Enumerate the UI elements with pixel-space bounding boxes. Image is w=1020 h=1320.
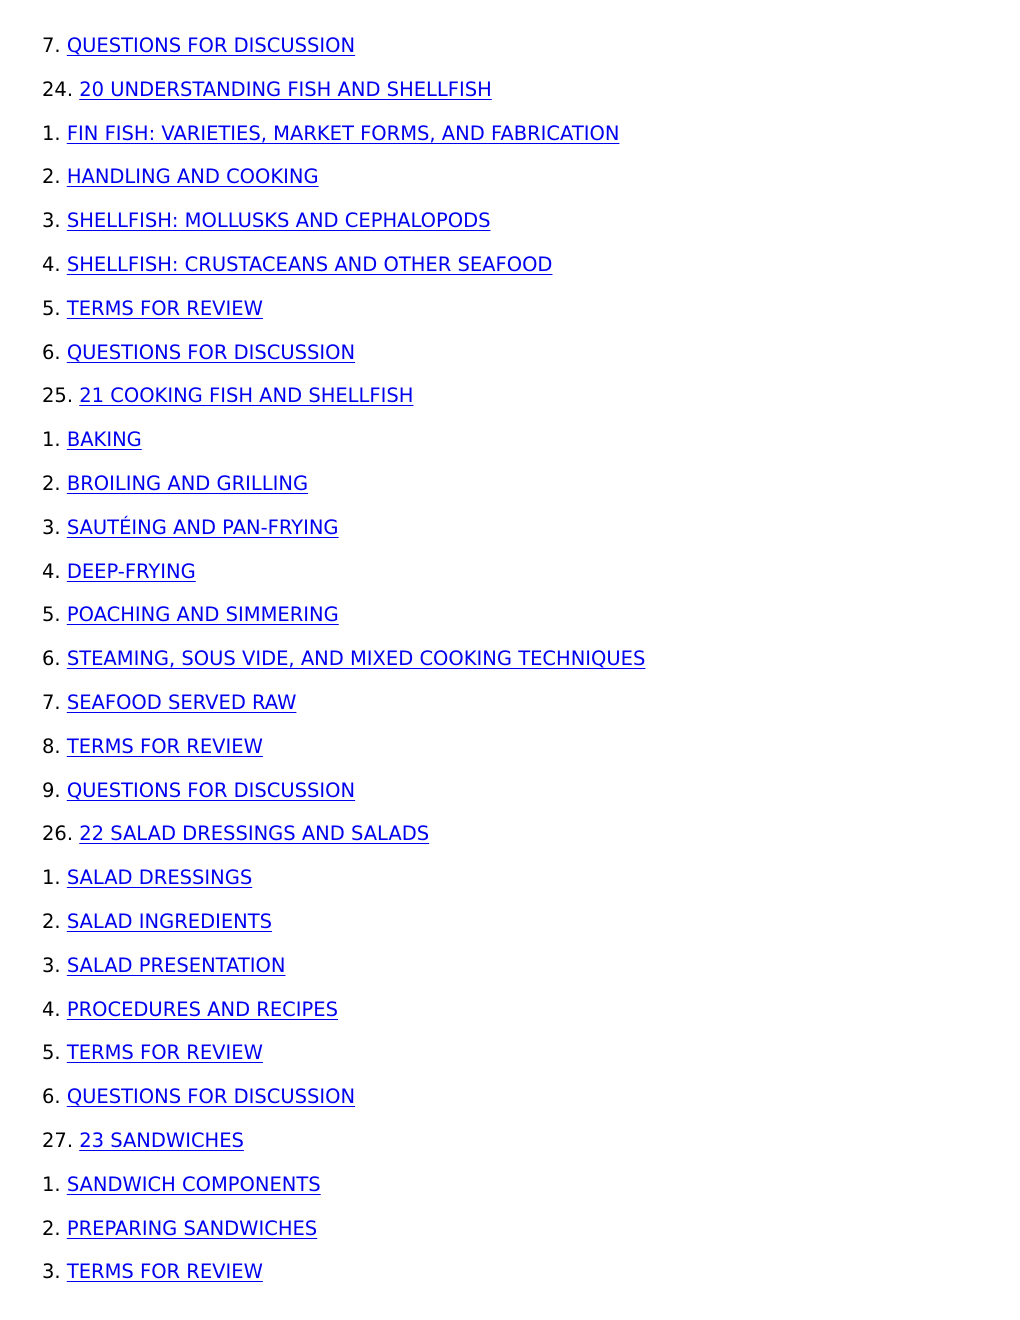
toc-entry-number: 2. bbox=[42, 471, 61, 495]
toc-entry bbox=[42, 1258, 645, 1302]
toc-entry bbox=[42, 426, 645, 470]
toc-entry bbox=[42, 558, 645, 602]
toc-entry bbox=[42, 1083, 645, 1127]
toc-link[interactable]: QUESTIONS FOR DISCUSSION bbox=[66, 778, 356, 802]
toc-entry bbox=[42, 864, 645, 908]
toc-entry-number: 27. bbox=[42, 1128, 74, 1152]
toc-link[interactable]: QUESTIONS FOR DISCUSSION bbox=[66, 34, 356, 57]
toc-entry-number: 8. bbox=[42, 734, 61, 758]
toc-link[interactable]: SEAFOOD SERVED RAW bbox=[66, 690, 297, 714]
toc-link[interactable]: 20 UNDERSTANDING FISH AND SHELLFISH bbox=[79, 77, 492, 101]
toc-entry-number: 26. bbox=[42, 822, 74, 846]
toc-entry bbox=[42, 470, 645, 514]
toc-entry-number: 1. bbox=[42, 866, 61, 890]
toc-entry-number: 2. bbox=[42, 1216, 61, 1240]
toc-entry bbox=[42, 908, 645, 952]
toc-entry-number: 24. bbox=[42, 77, 74, 101]
toc-entry-number: 4. bbox=[42, 252, 61, 276]
toc-entry bbox=[42, 952, 645, 996]
toc-entry bbox=[42, 601, 645, 645]
toc-link[interactable]: 21 COOKING FISH AND SHELLFISH bbox=[79, 384, 414, 408]
toc-entry bbox=[42, 207, 645, 251]
toc-entry-number: 6. bbox=[42, 647, 61, 671]
toc-link[interactable]: SALAD DRESSINGS bbox=[66, 866, 253, 890]
toc-link[interactable]: DEEP-FRYING bbox=[66, 559, 196, 583]
toc-link[interactable]: 23 SANDWICHES bbox=[79, 1128, 244, 1152]
toc-entry bbox=[42, 996, 645, 1040]
toc-entry bbox=[42, 1127, 645, 1171]
table-of-contents bbox=[42, 32, 645, 1302]
toc-link[interactable]: POACHING AND SIMMERING bbox=[66, 603, 339, 627]
toc-entry-number: 5. bbox=[42, 296, 61, 320]
toc-entry bbox=[42, 295, 645, 339]
toc-entry-number: 7. bbox=[42, 34, 61, 57]
toc-link[interactable]: TERMS FOR REVIEW bbox=[66, 296, 263, 320]
toc-entry bbox=[42, 32, 645, 76]
toc-link[interactable]: SALAD INGREDIENTS bbox=[66, 909, 273, 933]
toc-entry bbox=[42, 251, 645, 295]
toc-entry-number: 1. bbox=[42, 428, 61, 452]
toc-entry-number: 1. bbox=[42, 121, 61, 145]
toc-link[interactable]: TERMS FOR REVIEW bbox=[66, 1041, 263, 1065]
toc-link[interactable]: TERMS FOR REVIEW bbox=[66, 1260, 263, 1284]
toc-link[interactable]: SANDWICH COMPONENTS bbox=[66, 1172, 321, 1196]
toc-link[interactable]: BROILING AND GRILLING bbox=[66, 471, 309, 495]
toc-link[interactable]: SHELLFISH: CRUSTACEANS AND OTHER SEAFOOD bbox=[66, 252, 553, 276]
toc-entry-number: 3. bbox=[42, 515, 61, 539]
toc-entry-number: 7. bbox=[42, 690, 61, 714]
toc-entry-number: 1. bbox=[42, 1172, 61, 1196]
toc-entry bbox=[42, 1215, 645, 1259]
toc-entry bbox=[42, 163, 645, 207]
toc-link[interactable]: SALAD PRESENTATION bbox=[66, 953, 286, 977]
toc-entry bbox=[42, 514, 645, 558]
toc-entry-number: 2. bbox=[42, 165, 61, 189]
toc-entry-number: 6. bbox=[42, 340, 61, 364]
toc-link[interactable]: BAKING bbox=[66, 428, 142, 452]
toc-entry bbox=[42, 820, 645, 864]
toc-entry-number: 2. bbox=[42, 909, 61, 933]
toc-entry-number: 3. bbox=[42, 1260, 61, 1284]
toc-entry bbox=[42, 1039, 645, 1083]
toc-link[interactable]: SAUTÉING AND PAN-FRYING bbox=[66, 515, 339, 539]
toc-link[interactable]: HANDLING AND COOKING bbox=[66, 165, 319, 189]
toc-entry bbox=[42, 1171, 645, 1215]
toc-link[interactable]: STEAMING, SOUS VIDE, AND MIXED COOKING TECHNIQUES bbox=[66, 647, 646, 671]
toc-link[interactable]: 22 SALAD DRESSINGS AND SALADS bbox=[79, 822, 430, 846]
toc-link[interactable]: PROCEDURES AND RECIPES bbox=[66, 997, 338, 1021]
toc-entry bbox=[42, 645, 645, 689]
toc-entry-number: 4. bbox=[42, 559, 61, 583]
toc-entry-number: 5. bbox=[42, 1041, 61, 1065]
toc-link[interactable]: TERMS FOR REVIEW bbox=[66, 734, 263, 758]
toc-link[interactable]: QUESTIONS FOR DISCUSSION bbox=[66, 1085, 356, 1109]
toc-entry-number: 3. bbox=[42, 209, 61, 233]
toc-entry-number: 6. bbox=[42, 1085, 61, 1109]
toc-entry-number: 4. bbox=[42, 997, 61, 1021]
toc-entry bbox=[42, 689, 645, 733]
toc-entry bbox=[42, 76, 645, 120]
toc-entry-number: 25. bbox=[42, 384, 74, 408]
toc-entry bbox=[42, 733, 645, 777]
toc-entry-number: 3. bbox=[42, 953, 61, 977]
toc-entry-number: 9. bbox=[42, 778, 61, 802]
toc-link[interactable]: QUESTIONS FOR DISCUSSION bbox=[66, 340, 356, 364]
toc-entry bbox=[42, 777, 645, 821]
toc-entry bbox=[42, 339, 645, 383]
toc-link[interactable]: PREPARING SANDWICHES bbox=[66, 1216, 318, 1240]
toc-entry bbox=[42, 120, 645, 164]
toc-entry bbox=[42, 382, 645, 426]
toc-link[interactable]: SHELLFISH: MOLLUSKS AND CEPHALOPODS bbox=[66, 209, 491, 233]
toc-entry-number: 5. bbox=[42, 603, 61, 627]
toc-link[interactable]: FIN FISH: VARIETIES, MARKET FORMS, AND FABRICATION bbox=[66, 121, 620, 145]
